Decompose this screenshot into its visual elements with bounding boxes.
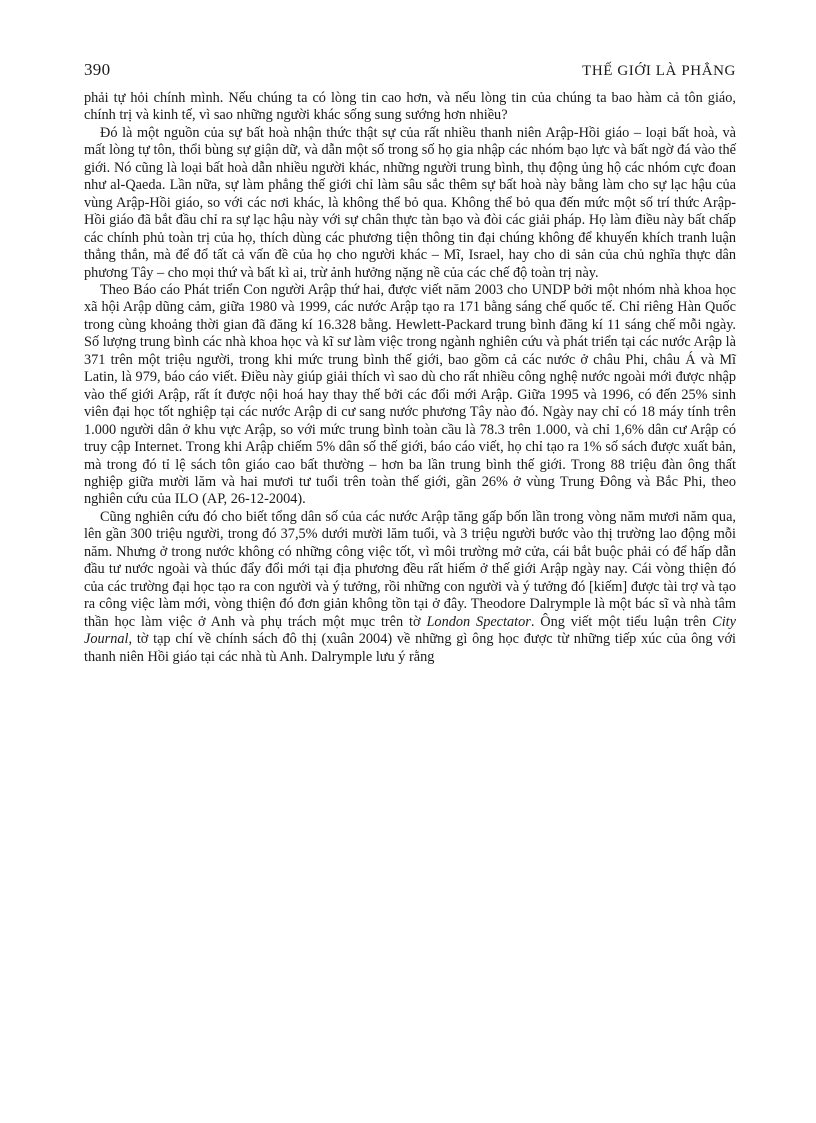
text-run: Cũng nghiên cứu đó cho biết tổng dân số của các nước Arập tăng gấp bốn lần trong vòng năm mươi năm qua, lên gần 300 triệu người, trong đó 37,5% dưới mười lăm tuổi, và 3 triệu người bước vào thị trường lao động mỗi năm. Nhưng ở trong nước không có những công việc tốt, vì môi trường mở cửa, cái bắt buộc phải có để hấp dẫn đầu tư nước ngoài và thúc đẩy đổi mới tại địa phương đều rất hiếm ở thế giới Arập ngày nay. Cái vòng thiện đó của các trường đại học tạo ra con người và ý tưởng, rồi những con người và ý tưởng đó [kiếm] được tài trợ và tạo ra công việc làm mới, vòng thiện đó đơn giản không tồn tại ở đây. Theodore Dalrymple là một bác sĩ và nhà tâm thần học làm việc ở Anh và phụ trách một mục trên tờ [84, 508, 736, 630]
body-text [84, 90, 736, 666]
book-page [84, 60, 736, 666]
text-run: , tờ tạp chí về chính sách đô thị (xuân 2004) về những gì ông học được từ những tiếp xúc của ông với thanh niên Hồi giáo tại các nhà tù Anh. Dalrymple lưu ý rằng [84, 631, 736, 665]
publication-title-city-journal: City Journal [84, 613, 736, 648]
paragraph-population-dalrymple [84, 509, 736, 666]
paragraph-dissonance: Đó là một nguồn của sự bất hoà nhận thức thật sự của rất nhiều thanh niên Arập-Hồi giáo – loại bất hoà, và mất lòng tự tôn, thổi bùng sự giận dữ, và dẫn một số trong số họ gia nhập các nhóm bạo lực và bất ngờ đá vào thế giới. Nó cũng là loại bất hoà dẫn nhiều người khác, những người trung bình, thụ động ủng hộ các nhóm cực đoan như al-Qaeda. Lần nữa, sự làm phẳng thế giới chỉ làm sâu sắc thêm sự bất hoà này bằng làm cho sự lạc hậu của vùng Arập-Hồi giáo, so với các nơi khác, là không thể bỏ qua. Không thể bỏ qua đến mức một số trí thức Arập-Hồi giáo đã bắt đầu chỉ ra sự lạc hậu này với sự chân thực tàn bạo và đòi các giải pháp. Họ làm điều này bất chấp các chính phủ toàn trị của họ, thích dùng các phương tiện thông tin đại chúng không để khuyến khích tranh luận thẳng thắn, mà để đổ tất cả vấn đề của họ cho người khác – Mĩ, Israel, hay cho di sản của chủ nghĩa thực dân phương Tây – cho mọi thứ và bất kì ai, trừ ảnh hưởng nặng nề của các chế độ toàn trị này. [84, 124, 736, 281]
paragraph-continuation: phải tự hỏi chính mình. Nếu chúng ta có lòng tin cao hơn, và nếu lòng tin của chúng ta bao hàm cả tôn giáo, chính trị và kinh tế, vì sao những người khác sống sung sướng hơn nhiều? [84, 90, 736, 124]
publication-title-london-spectator: London Spectator [426, 613, 531, 630]
running-title: THẾ GIỚI LÀ PHẲNG [582, 63, 736, 79]
page-header [84, 60, 736, 80]
page-number: 390 [84, 60, 111, 79]
paragraph-arab-human-development-report: Theo Báo cáo Phát triển Con người Arập thứ hai, được viết năm 2003 cho UNDP bởi một nhóm nhà khoa học xã hội Arập dũng cảm, giữa 1980 và 1999, các nước Arập tạo ra 171 bằng sáng chế quốc tế. Chỉ riêng Hàn Quốc trong cùng khoảng thời gian đã đăng kí 16.328 bằng. Hewlett-Packard trung bình đăng kí 11 sáng chế mỗi ngày. Số lượng trung bình các nhà khoa học và kĩ sư làm việc trong ngành nghiên cứu và phát triển tại các nước Arập là 371 trên một triệu người, trong khi mức trung bình thế giới, bao gồm cả các nước ở châu Phi, châu Á và Mĩ Latin, là 979, báo cáo viết. Điều này giúp giải thích vì sao dù cho rất nhiều công nghệ nước ngoài mới được nhập vào thế giới Arập, rất ít được nội hoá hay thay thế bởi các đổi mới Arập. Giữa 1995 và 1996, có đến 25% sinh viên đại học tốt nghiệp tại các nước Arập di cư sang nước phương Tây nào đó. Ngày nay chỉ có 18 máy tính trên 1.000 người dân ở khu vực Arập, so với mức trung bình toàn cầu là 78.3 trên 1.000, và chỉ 1,6% dân cư Arập có truy cập Internet. Trong khi Arập chiếm 5% dân số thế giới, báo cáo viết, họ chỉ tạo ra 1% số sách được xuất bản, mà trong đó tỉ lệ sách tôn giáo cao bất thường – hơn ba lần trung bình thế giới. Trong 88 triệu đàn ông thất nghiệp giữa mười lăm và hai mươi tư tuổi trên toàn thế giới, gần 26% ở vùng Trung Đông và Bắc Phi, theo nghiên cứu của ILO (AP, 26-12-2004). [84, 281, 736, 508]
text-run: . Ông viết một tiểu luận trên [530, 613, 713, 630]
